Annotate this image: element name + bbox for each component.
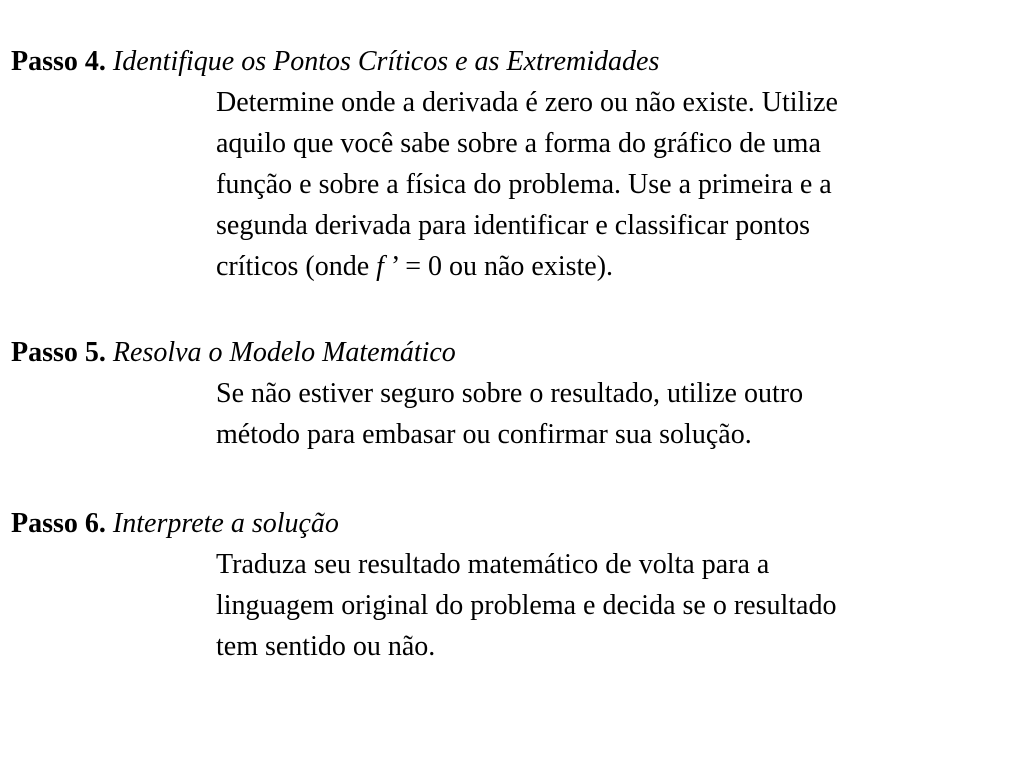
body-line: aquilo que você sabe sobre a forma do gráfico de uma [216, 128, 821, 159]
step-6 [11, 503, 1011, 667]
body-line: Se não estiver seguro sobre o resultado, utilize outro [216, 378, 804, 409]
body-line-with-formula [216, 246, 986, 287]
step-title: Resolva o Modelo Matemático [112, 337, 456, 368]
step-title: Interprete a solução [112, 508, 339, 539]
body-line: linguagem original do problema e decida se o resultado [216, 590, 837, 621]
body-line: método para embasar ou confirmar sua solução. [216, 419, 752, 450]
body-line: Determine onde a derivada é zero ou não existe. Utilize [216, 87, 838, 118]
step-body [216, 82, 986, 287]
step-label: Passo 6. [11, 508, 106, 539]
step-heading [11, 503, 1011, 544]
body-text: críticos (onde [216, 251, 377, 282]
step-heading [11, 332, 1011, 373]
step-5 [11, 332, 1011, 455]
body-line: tem sentido ou não. [216, 631, 436, 662]
body-line: segunda derivada para identificar e classificar pontos [216, 210, 810, 241]
step-label: Passo 4. [11, 46, 106, 77]
step-body [216, 544, 986, 667]
step-title: Identifique os Pontos Críticos e as Extremidades [112, 46, 660, 77]
body-line: função e sobre a física do problema. Use a primeira e a [216, 169, 832, 200]
step-body [216, 373, 986, 455]
function-symbol: f [376, 251, 384, 282]
step-heading [11, 41, 1011, 82]
body-line: Traduza seu resultado matemático de volta para a [216, 549, 770, 580]
step-4 [11, 41, 1011, 287]
body-text: ’ = 0 ou não existe). [383, 251, 614, 282]
step-label: Passo 5. [11, 337, 106, 368]
